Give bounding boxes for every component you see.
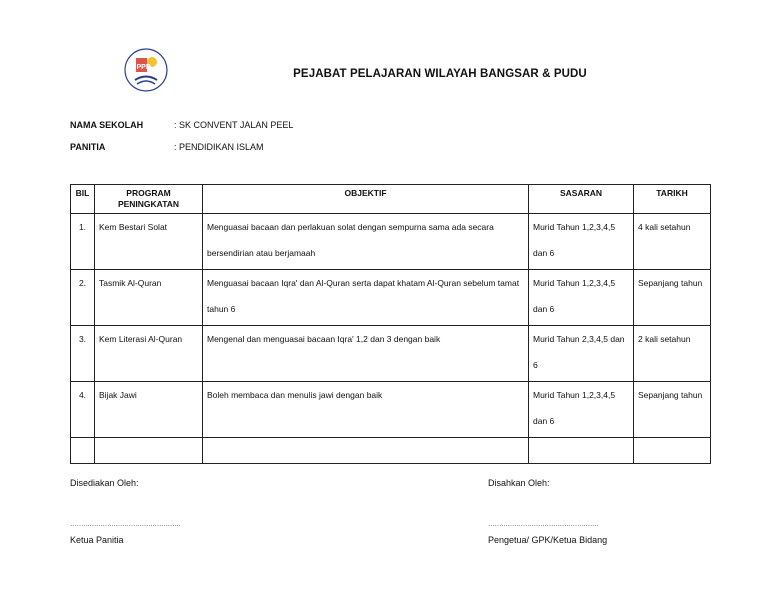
table-header-row [71, 185, 711, 214]
table-row [71, 214, 711, 270]
table-row [71, 382, 711, 438]
committee-label: PANITIA [70, 142, 106, 152]
row-sasaran: Murid Tahun 1,2,3,4,5 dan 6 [529, 270, 634, 326]
row-objektif: Menguasai bacaan dan perlakuan solat dengan sempurna sama ada secara bersendirian atau berjamaah [203, 214, 529, 270]
approved-by-label: Disahkan Oleh: [488, 478, 550, 488]
row-program: Kem Literasi Al-Quran [95, 326, 203, 382]
approved-role: Pengetua/ GPK/Ketua Bidang [488, 535, 608, 545]
row-objektif: Menguasai bacaan Iqra' dan Al-Quran serta dapat khatam Al-Quran sebelum tamat tahun 6 [203, 270, 529, 326]
row-tarikh: 4 kali setahun [634, 214, 711, 270]
row-objektif: Boleh membaca dan menulis jawi dengan baik [203, 382, 529, 438]
empty-cell [529, 438, 634, 464]
row-tarikh: Sepanjang tahun [634, 270, 711, 326]
ppd-logo [122, 46, 170, 94]
table-row [71, 326, 711, 382]
page-title: PEJABAT PELAJARAN WILAYAH BANGSAR & PUDU [293, 68, 587, 80]
row-sasaran: Murid Tahun 1,2,3,4,5 dan 6 [529, 382, 634, 438]
row-program: Bijak Jawi [95, 382, 203, 438]
prepared-signature-line: …………………………………………… [70, 521, 181, 528]
header-program: PROGRAM PENINGKATAN [95, 185, 203, 214]
prepared-by-label: Disediakan Oleh: [70, 478, 139, 488]
school-label: NAMA SEKOLAH [70, 120, 144, 130]
table-row-empty [71, 438, 711, 464]
row-sasaran: Murid Tahun 1,2,3,4,5 dan 6 [529, 214, 634, 270]
row-bil: 1. [71, 214, 95, 270]
row-bil: 3. [71, 326, 95, 382]
empty-cell [634, 438, 711, 464]
svg-text:PPD: PPD [136, 64, 151, 71]
row-bil: 2. [71, 270, 95, 326]
approved-signature-line: …………………………………………… [488, 521, 599, 528]
row-objektif: Mengenal dan menguasai bacaan Iqra' 1,2 dan 3 dengan baik [203, 326, 529, 382]
row-program: Kem Bestari Solat [95, 214, 203, 270]
school-value: : SK CONVENT JALAN PEEL [174, 120, 294, 130]
empty-cell [95, 438, 203, 464]
committee-value: : PENDIDIKAN ISLAM [174, 142, 264, 152]
row-tarikh: 2 kali setahun [634, 326, 711, 382]
empty-cell [71, 438, 95, 464]
row-program: Tasmik Al-Quran [95, 270, 203, 326]
table-row [71, 270, 711, 326]
row-bil: 4. [71, 382, 95, 438]
header-sasaran: SASARAN [529, 185, 634, 214]
program-table [70, 184, 711, 464]
row-sasaran: Murid Tahun 2,3,4,5 dan 6 [529, 326, 634, 382]
prepared-role: Ketua Panitia [70, 535, 124, 545]
empty-cell [203, 438, 529, 464]
header-objektif: OBJEKTIF [203, 185, 529, 214]
header-tarikh: TARIKH [634, 185, 711, 214]
row-tarikh: Sepanjang tahun [634, 382, 711, 438]
header-bil: BIL [71, 185, 95, 214]
